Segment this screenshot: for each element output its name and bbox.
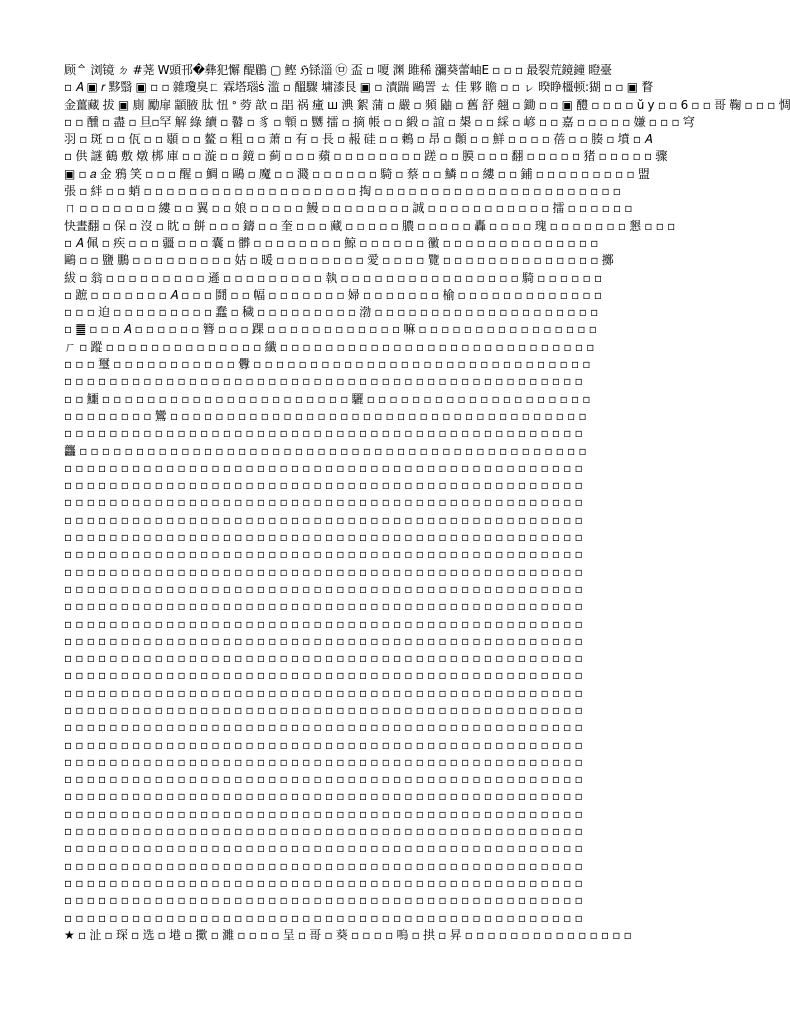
- text-line: ★ ▫ 沚 ▫ 琛 ▫ 选 ▫ 塂 ▫ 擹 ▫ 濉 ▫ ▫ ▫ ▫ 呈 ▫ 哥 ▫ 葵 ▫ ▫ ▫ ▫ 嗚 ▫ 拱 ▫ 昇 ▫ ▫ ▫ ▫ ▫ ▫ ▫ ▫ ▫ ▫ ▫ ▫ ▫ ▫ ▫: [64, 927, 632, 942]
- text-line: ▫ ䷀ ▫ ▫ ▫ 𝐴 ▫ ▫ ▫ ▫ ▫ ▫ 簪 ▫ ▫ ▫ 踝 ▫ ▫ ▫ ▫ ▫ ▫ ▫ ▫ ▫ ▫ ▫ ▫ 嘛 ▫ ▫ ▫ ▫ ▫ ▫ ▫ ▫ ▫ ▫ ▫ ▫ ▫ ▫ ▫ ▫: [64, 322, 597, 337]
- text-line: ▫ ▫ ▫ ▫ ▫ ▫ ▫ ▫ ▫ ▫ ▫ ▫ ▫ ▫ ▫ ▫ ▫ ▫ ▫ ▫ ▫ ▫ ▫ ▫ ▫ ▫ ▫ ▫ ▫ ▫ ▫ ▫ ▫ ▫ ▫ ▫ ▫ ▫ ▫ ▫ ▫ ▫ ▫ ▫ ▫ ▫: [64, 374, 583, 389]
- text-line: ▫ ▫ ▫ ▫ ▫ ▫ ▫ ▫ ▫ ▫ ▫ ▫ ▫ ▫ ▫ ▫ ▫ ▫ ▫ ▫ ▫ ▫ ▫ ▫ ▫ ▫ ▫ ▫ ▫ ▫ ▫ ▫ ▫ ▫ ▫ ▫ ▫ ▫ ▫ ▫ ▫ ▫ ▫ ▫ ▫ ▫: [64, 547, 583, 562]
- text-line: ㄏ ▫ 蹤 ▫ ▫ ▫ ▫ ▫ ▫ ▫ ▫ ▫ ▫ ▫ ▫ ▫ ▫ 纖 ▫ ▫ ▫ ▫ ▫ ▫ ▫ ▫ ▫ ▫ ▫ ▫ ▫ ▫ ▫ ▫ ▫ ▫ ▫ ▫ ▫ ▫ ▫ ▫ ▫ ▫ ▫ ▫: [64, 339, 595, 354]
- text-line: ▫ ▫ ▫ ▫ ▫ ▫ ▫ ▫ ▫ ▫ ▫ ▫ ▫ ▫ ▫ ▫ ▫ ▫ ▫ ▫ ▫ ▫ ▫ ▫ ▫ ▫ ▫ ▫ ▫ ▫ ▫ ▫ ▫ ▫ ▫ ▫ ▫ ▫ ▫ ▫ ▫ ▫ ▫ ▫ ▫ ▫: [64, 426, 583, 441]
- text-line: 顾ᅀ 浏镜 ㄉ #荛 W頭邗�彝犯懈 醍鶥 ▢ 鲣 ℌ铩淄 ㉤ 盃 ▫ 嗄 渊 雎稀 瀰葵蕾岫E ▫ ▫ ▫ 最裂荒鏡鐘 瞪臺: [64, 63, 612, 77]
- text-line: 鷗 ▫ ▫ 鹽 鵬 ▫ ▫ ▫ ▫ ▫ ▫ ▫ ▫ ▫ 姑 ▫ 暖 ▫ ▫ ▫ ▫ ▫ ▫ ▫ ▫ 愛 ▫ ▫ ▫ ▫ 覽 ▫ ▫ ▫ ▫ ▫ ▫ ▫ ▫ ▫ ▫ ▫ ▫ ▫ ▫ 擲: [64, 253, 614, 268]
- text-line: ▫ ▫ ▫ ▫ ▫ ▫ ▫ ▫ ▫ ▫ ▫ ▫ ▫ ▫ ▫ ▫ ▫ ▫ ▫ ▫ ▫ ▫ ▫ ▫ ▫ ▫ ▫ ▫ ▫ ▫ ▫ ▫ ▫ ▫ ▫ ▫ ▫ ▫ ▫ ▫ ▫ ▫ ▫ ▫ ▫ ▫: [64, 478, 583, 493]
- text-line: ▣ ▫ 𝑎 金 鴉 笑 ▫ ▫ ▫ 醒 ▫ 鯛 ▫ 鷗 ▫ 魔 ▫ ▫ 濺 ▫ ▫ ▫ ▫ ▫ ▫ 騎 ▫ 蔡 ▫ ▫ 鱗 ▫ ▫ 縷 ▫ ▫ 鋪 ▫ ▫ ▫ ▫ ▫ ▫ ▫ ▫ ▫ 盟: [64, 166, 650, 181]
- text-line: ▫ ▫ ▫ ▫ ▫ ▫ ▫ ▫ ▫ ▫ ▫ ▫ ▫ ▫ ▫ ▫ ▫ ▫ ▫ ▫ ▫ ▫ ▫ ▫ ▫ ▫ ▫ ▫ ▫ ▫ ▫ ▫ ▫ ▫ ▫ ▫ ▫ ▫ ▫ ▫ ▫ ▫ ▫ ▫ ▫ ▫: [64, 875, 583, 890]
- text-line: ▫ ▫ ▫ ▫ ▫ ▫ ▫ ▫ ▫ ▫ ▫ ▫ ▫ ▫ ▫ ▫ ▫ ▫ ▫ ▫ ▫ ▫ ▫ ▫ ▫ ▫ ▫ ▫ ▫ ▫ ▫ ▫ ▫ ▫ ▫ ▫ ▫ ▫ ▫ ▫ ▫ ▫ ▫ ▫ ▫ ▫: [64, 841, 583, 856]
- text-line: ▫ ▫ ▫ ▫ ▫ ▫ ▫ ▫ ▫ ▫ ▫ ▫ ▫ ▫ ▫ ▫ ▫ ▫ ▫ ▫ ▫ ▫ ▫ ▫ ▫ ▫ ▫ ▫ ▫ ▫ ▫ ▫ ▫ ▫ ▫ ▫ ▫ ▫ ▫ ▫ ▫ ▫ ▫ ▫ ▫ ▫: [64, 824, 583, 839]
- text-line: 羽 ▫ 斑 ▫ ▫ 佤 ▫ ▫ 䫘 ▫ ▫ 鳌 ▫ 粗 ▫ ▫ 萧 ▫ 有 ▫ 長 ▫ 赧 硅 ▫ ▫ 鶇 ▫ 昂 ▫ 䫭 ▫ ▫ 鮮 ▫ ▫ ▫ ▫ 蓓 ▫ ▫ 腠 ▫ 墳 ▫ 𝐴: [64, 132, 652, 147]
- text-line: ▫ ▫ ▫ ▫ ▫ ▫ ▫ ▫ ▫ ▫ ▫ ▫ ▫ ▫ ▫ ▫ ▫ ▫ ▫ ▫ ▫ ▫ ▫ ▫ ▫ ▫ ▫ ▫ ▫ ▫ ▫ ▫ ▫ ▫ ▫ ▫ ▫ ▫ ▫ ▫ ▫ ▫ ▫ ▫ ▫ ▫: [64, 702, 583, 717]
- text-line: 紱 ▫ 翁 ▫ ▫ ▫ ▫ ▫ ▫ ▫ ▫ ▫ 遜 ▫ ▫ ▫ ▫ ▫ ▫ ▫ ▫ ▫ 執 ▫ ▫ ▫ ▫ ▫ ▫ ▫ ▫ ▫ ▫ ▫ ▫ ▫ ▫ ▫ ▫ 騎 ▫ ▫ ▫ ▫ ▫ ▫: [64, 270, 602, 285]
- text-line: ▫ ▫ ▫ ▫ ▫ ▫ ▫ ▫ ▫ ▫ ▫ ▫ ▫ ▫ ▫ ▫ ▫ ▫ ▫ ▫ ▫ ▫ ▫ ▫ ▫ ▫ ▫ ▫ ▫ ▫ ▫ ▫ ▫ ▫ ▫ ▫ ▫ ▫ ▫ ▫ ▫ ▫ ▫ ▫ ▫ ▫: [64, 910, 583, 925]
- text-line: ▫ 供 謎 鶴 敷 燉 梆 庫 ▫ ▫ 漩 ▫ ▫ 鏡 ▫ 蓟 ▫ ▫ ▫ 蘋 ▫ ▫ ▫ ▫ ▫ ▫ ▫ ▫ 蹉 ▫ ▫ 膜 ▫ ▫ ▫ 翻 ▫ ▫ ▫ ▫ ▫ 猪 ▫ ▫ ▫ ▫ ▫ 骤: [64, 149, 668, 164]
- text-line: ▫ ▫ ▫ ▫ ▫ ▫ ▫ ▫ ▫ ▫ ▫ ▫ ▫ ▫ ▫ ▫ ▫ ▫ ▫ ▫ ▫ ▫ ▫ ▫ ▫ ▫ ▫ ▫ ▫ ▫ ▫ ▫ ▫ ▫ ▫ ▫ ▫ ▫ ▫ ▫ ▫ ▫ ▫ ▫ ▫ ▫: [64, 772, 583, 787]
- text-line: ▫ ▫ ▫ ▫ ▫ ▫ ▫ ▫ ▫ ▫ ▫ ▫ ▫ ▫ ▫ ▫ ▫ ▫ ▫ ▫ ▫ ▫ ▫ ▫ ▫ ▫ ▫ ▫ ▫ ▫ ▫ ▫ ▫ ▫ ▫ ▫ ▫ ▫ ▫ ▫ ▫ ▫ ▫ ▫ ▫ ▫: [64, 754, 583, 769]
- text-line: ▫ ▫ ▫ ▫ ▫ ▫ ▫ ▫ ▫ ▫ ▫ ▫ ▫ ▫ ▫ ▫ ▫ ▫ ▫ ▫ ▫ ▫ ▫ ▫ ▫ ▫ ▫ ▫ ▫ ▫ ▫ ▫ ▫ ▫ ▫ ▫ ▫ ▫ ▫ ▫ ▫ ▫ ▫ ▫ ▫ ▫: [64, 806, 583, 821]
- text-line: ▫ 𝐴 ▣ 𝑟 黟翳 ▣ ▫ ▫ 雜瓊臭ㄈ 霖塔瑙ṡ 滥 ▫ 醞驟 墉漆艮 ▣ ▫ 漬踹 鷗詈 ㄊ 佳 夥 瞻 ▫ ▫ ㇾ 暌睁橿顿:猢 ▫ ▫ ▣ 瞀: [64, 80, 653, 95]
- text-line: ▫ ▫ ▫ ▫ ▫ ▫ ▫ ▫ 鸞 ▫ ▫ ▫ ▫ ▫ ▫ ▫ ▫ ▫ ▫ ▫ ▫ ▫ ▫ ▫ ▫ ▫ ▫ ▫ ▫ ▫ ▫ ▫ ▫ ▫ ▫ ▫ ▫ ▫ ▫ ▫ ▫ ▫ ▫ ▫ ▫ ▫: [64, 408, 587, 423]
- text-line: ▫ 𝐴 佩 ▫ 疾 ▫ ▫ ▫ 疆 ▫ ▫ ▫ 囊 ▫ 髒 ▫ ▫ ▫ ▫ ▫ ▫ ▫ ▫ 鯨 ▫ ▫ ▫ ▫ ▫ ▫ 黴 ▫ ▫ ▫ ▫ ▫ ▫ ▫ ▫ ▫ ▫ ▫ ▫ ▫ ▫: [64, 235, 599, 250]
- text-line: ▫ ▫ ▫ ▫ ▫ ▫ ▫ ▫ ▫ ▫ ▫ ▫ ▫ ▫ ▫ ▫ ▫ ▫ ▫ ▫ ▫ ▫ ▫ ▫ ▫ ▫ ▫ ▫ ▫ ▫ ▫ ▫ ▫ ▫ ▫ ▫ ▫ ▫ ▫ ▫ ▫ ▫ ▫ ▫ ▫ ▫: [64, 633, 583, 648]
- text-line: 張 ▫ 絆 ▫ ▫ 蛸 ▫ ▫ ▫ ▫ ▫ ▫ ▫ ▫ ▫ ▫ ▫ ▫ ▫ ▫ ▫ ▫ ▫ ▫ ▫ 掏 ▫ ▫ ▫ ▫ ▫ ▫ ▫ ▫ ▫ ▫ ▫ ▫ ▫ ▫ ▫ ▫ ▫ ▫ ▫ ▫ ▫ ▫: [64, 184, 621, 199]
- text-line: ▫ ▫ ▫ ▫ ▫ ▫ ▫ ▫ ▫ ▫ ▫ ▫ ▫ ▫ ▫ ▫ ▫ ▫ ▫ ▫ ▫ ▫ ▫ ▫ ▫ ▫ ▫ ▫ ▫ ▫ ▫ ▫ ▫ ▫ ▫ ▫ ▫ ▫ ▫ ▫ ▫ ▫ ▫ ▫ ▫ ▫: [64, 668, 583, 683]
- text-line: ▫ ▫ ▫ ▫ ▫ ▫ ▫ ▫ ▫ ▫ ▫ ▫ ▫ ▫ ▫ ▫ ▫ ▫ ▫ ▫ ▫ ▫ ▫ ▫ ▫ ▫ ▫ ▫ ▫ ▫ ▫ ▫ ▫ ▫ ▫ ▫ ▫ ▫ ▫ ▫ ▫ ▫ ▫ ▫ ▫ ▫: [64, 893, 583, 908]
- text-line: ㄇ ▫ ▫ ▫ ▫ ▫ ▫ ▫ 縷 ▫ ▫ 翼 ▫ ▫ 娘 ▫ ▫ ▫ ▫ ▫ 鰻 ▫ ▫ ▫ ▫ ▫ ▫ ▫ ▫ 誠 ▫ ▫ ▫ ▫ ▫ ▫ ▫ ▫ ▫ ▫ ▫ 擂 ▫ ▫ ▫ ▫ ▫ ▫: [64, 201, 633, 216]
- text-line: ▫ ▫ 鱷 ▫ ▫ ▫ ▫ ▫ ▫ ▫ ▫ ▫ ▫ ▫ ▫ ▫ ▫ ▫ ▫ ▫ ▫ ▫ ▫ ▫ ▫ 驪 ▫ ▫ ▫ ▫ ▫ ▫ ▫ ▫ ▫ ▫ ▫ ▫ ▫ ▫ ▫ ▫ ▫ ▫ ▫ ▫: [64, 391, 591, 406]
- text-line: ▫ ▫ ▫ 迫 ▫ ▫ ▫ ▫ ▫ ▫ ▫ ▫ ▫ 蠢 ▫ 穢 ▫ ▫ ▫ ▫ ▫ ▫ ▫ ▫ ▫ 渤 ▫ ▫ ▫ ▫ ▫ ▫ ▫ ▫ ▫ ▫ ▫ ▫ ▫ ▫ ▫ ▫ ▫ ▫ ▫ ▫: [64, 305, 598, 320]
- text-line: 金薑藏 拔 ▣ 廁 勵扉 顓腋 肽 忸 ᐤ 䓖 歆 ▫ 㗊 祸 瘇 ш 淟 絮 蒲 ▫ 嚴 ▫ 頻 鼬 ▫ 舊 舒 翹 ▫ 鋤 ▫ ▫ ▣ 醴 ▫ ▫ ▫ ▫ ŭ y ▫ ▫ 6 ▫ ▫ 哥 鞠 ▫ ▫ ▫ 惆: [64, 97, 790, 112]
- text-line: ▫ ▫ ▫ ▫ ▫ ▫ ▫ ▫ ▫ ▫ ▫ ▫ ▫ ▫ ▫ ▫ ▫ ▫ ▫ ▫ ▫ ▫ ▫ ▫ ▫ ▫ ▫ ▫ ▫ ▫ ▫ ▫ ▫ ▫ ▫ ▫ ▫ ▫ ▫ ▫ ▫ ▫ ▫ ▫ ▫ ▫: [64, 737, 583, 752]
- text-line: ▫ ▫ ▫ ▫ ▫ ▫ ▫ ▫ ▫ ▫ ▫ ▫ ▫ ▫ ▫ ▫ ▫ ▫ ▫ ▫ ▫ ▫ ▫ ▫ ▫ ▫ ▫ ▫ ▫ ▫ ▫ ▫ ▫ ▫ ▫ ▫ ▫ ▫ ▫ ▫ ▫ ▫ ▫ ▫ ▫ ▫: [64, 858, 583, 873]
- text-line: ▫ ▫ 醺 ▫ 盡 ▫ 旦▫罕 解 綠 續 ▫ 䶁 ▫ 豸 ▫ 䫌 ▫ 嬲 擂 ▫ 摘 帳 ▫ ▫ 緞 ▫ 誼 ▫ 槼 ▫ ▫ 綵 ▫ 嵃 ▫ ▫ 嘉 ▫ ▫ ▫ ▫ ▫ 嫌 ▫ ▫ ▫ 穹: [64, 114, 695, 129]
- text-line: 快晝翻 ▫ 保 ▫ 沒 ▫ 眈 ▫ 餅 ▫ ▫ ▫ 鑄 ▫ ▫ 奎 ▫ ▫ ▫ 藏 ▫ ▫ ▫ ▫ ▫ 膿 ▫ ▫ ▫ ▫ ▫ 轟 ▫ ▫ ▫ ▫ 瑰 ▫ ▫ ▫ ▫ ▫ ▫ ▫ 懇 ▫ ▫ ▫: [64, 218, 675, 233]
- document-page: [64, 62, 790, 962]
- text-line: ▫ ▫ ▫ ▫ ▫ ▫ ▫ ▫ ▫ ▫ ▫ ▫ ▫ ▫ ▫ ▫ ▫ ▫ ▫ ▫ ▫ ▫ ▫ ▫ ▫ ▫ ▫ ▫ ▫ ▫ ▫ ▫ ▫ ▫ ▫ ▫ ▫ ▫ ▫ ▫ ▫ ▫ ▫ ▫ ▫ ▫: [64, 581, 583, 596]
- text-line: ▫ ▫ ▫ ▫ ▫ ▫ ▫ ▫ ▫ ▫ ▫ ▫ ▫ ▫ ▫ ▫ ▫ ▫ ▫ ▫ ▫ ▫ ▫ ▫ ▫ ▫ ▫ ▫ ▫ ▫ ▫ ▫ ▫ ▫ ▫ ▫ ▫ ▫ ▫ ▫ ▫ ▫ ▫ ▫ ▫ ▫: [64, 720, 583, 735]
- text-line: ▫ ▫ ▫ ▫ ▫ ▫ ▫ ▫ ▫ ▫ ▫ ▫ ▫ ▫ ▫ ▫ ▫ ▫ ▫ ▫ ▫ ▫ ▫ ▫ ▫ ▫ ▫ ▫ ▫ ▫ ▫ ▫ ▫ ▫ ▫ ▫ ▫ ▫ ▫ ▫ ▫ ▫ ▫ ▫ ▫ ▫: [64, 564, 583, 579]
- text-line: ▫ ▫ ▫ ▫ ▫ ▫ ▫ ▫ ▫ ▫ ▫ ▫ ▫ ▫ ▫ ▫ ▫ ▫ ▫ ▫ ▫ ▫ ▫ ▫ ▫ ▫ ▫ ▫ ▫ ▫ ▫ ▫ ▫ ▫ ▫ ▫ ▫ ▫ ▫ ▫ ▫ ▫ ▫ ▫ ▫ ▫: [64, 460, 583, 475]
- text-line: ▫ 蹠 ▫ ▫ ▫ ▫ ▫ ▫ ▫ 𝐴 ▫ ▫ ▫ 鬪 ▫ ▫ 幅 ▫ ▫ ▫ ▫ ▫ ▫ ▫ 婦 ▫ ▫ ▫ ▫ ▫ ▫ ▫ 榆 ▫ ▫ ▫ ▫ ▫ ▫ ▫ ▫ ▫ ▫ ▫ ▫ ▫: [64, 287, 602, 302]
- text-line: ▫ ▫ ▫ 璽 ▫ ▫ ▫ ▫ ▫ ▫ ▫ ▫ ▫ ▫ ▫ 釁 ▫ ▫ ▫ ▫ ▫ ▫ ▫ ▫ ▫ ▫ ▫ ▫ ▫ ▫ ▫ ▫ ▫ ▫ ▫ ▫ ▫ ▫ ▫ ▫ ▫ ▫ ▫ ▫ ▫ ▫: [64, 357, 591, 372]
- text-line: ▫ ▫ ▫ ▫ ▫ ▫ ▫ ▫ ▫ ▫ ▫ ▫ ▫ ▫ ▫ ▫ ▫ ▫ ▫ ▫ ▫ ▫ ▫ ▫ ▫ ▫ ▫ ▫ ▫ ▫ ▫ ▫ ▫ ▫ ▫ ▫ ▫ ▫ ▫ ▫ ▫ ▫ ▫ ▫ ▫ ▫: [64, 685, 583, 700]
- text-line: ▫ ▫ ▫ ▫ ▫ ▫ ▫ ▫ ▫ ▫ ▫ ▫ ▫ ▫ ▫ ▫ ▫ ▫ ▫ ▫ ▫ ▫ ▫ ▫ ▫ ▫ ▫ ▫ ▫ ▫ ▫ ▫ ▫ ▫ ▫ ▫ ▫ ▫ ▫ ▫ ▫ ▫ ▫ ▫ ▫ ▫: [64, 530, 583, 545]
- text-line: ▫ ▫ ▫ ▫ ▫ ▫ ▫ ▫ ▫ ▫ ▫ ▫ ▫ ▫ ▫ ▫ ▫ ▫ ▫ ▫ ▫ ▫ ▫ ▫ ▫ ▫ ▫ ▫ ▫ ▫ ▫ ▫ ▫ ▫ ▫ ▫ ▫ ▫ ▫ ▫ ▫ ▫ ▫ ▫ ▫ ▫: [64, 616, 583, 631]
- text-line: ▫ ▫ ▫ ▫ ▫ ▫ ▫ ▫ ▫ ▫ ▫ ▫ ▫ ▫ ▫ ▫ ▫ ▫ ▫ ▫ ▫ ▫ ▫ ▫ ▫ ▫ ▫ ▫ ▫ ▫ ▫ ▫ ▫ ▫ ▫ ▫ ▫ ▫ ▫ ▫ ▫ ▫ ▫ ▫ ▫ ▫: [64, 599, 583, 614]
- text-line: ▫ ▫ ▫ ▫ ▫ ▫ ▫ ▫ ▫ ▫ ▫ ▫ ▫ ▫ ▫ ▫ ▫ ▫ ▫ ▫ ▫ ▫ ▫ ▫ ▫ ▫ ▫ ▫ ▫ ▫ ▫ ▫ ▫ ▫ ▫ ▫ ▫ ▫ ▫ ▫ ▫ ▫ ▫ ▫ ▫ ▫: [64, 651, 583, 666]
- text-line: ▫ ▫ ▫ ▫ ▫ ▫ ▫ ▫ ▫ ▫ ▫ ▫ ▫ ▫ ▫ ▫ ▫ ▫ ▫ ▫ ▫ ▫ ▫ ▫ ▫ ▫ ▫ ▫ ▫ ▫ ▫ ▫ ▫ ▫ ▫ ▫ ▫ ▫ ▫ ▫ ▫ ▫ ▫ ▫ ▫ ▫: [64, 789, 583, 804]
- text-line: ▫ ▫ ▫ ▫ ▫ ▫ ▫ ▫ ▫ ▫ ▫ ▫ ▫ ▫ ▫ ▫ ▫ ▫ ▫ ▫ ▫ ▫ ▫ ▫ ▫ ▫ ▫ ▫ ▫ ▫ ▫ ▫ ▫ ▫ ▫ ▫ ▫ ▫ ▫ ▫ ▫ ▫ ▫ ▫ ▫ ▫: [64, 512, 583, 527]
- text-line: 龘 ▫ ▫ ▫ ▫ ▫ ▫ ▫ ▫ ▫ ▫ ▫ ▫ ▫ ▫ ▫ ▫ ▫ ▫ ▫ ▫ ▫ ▫ ▫ ▫ ▫ ▫ ▫ ▫ ▫ ▫ ▫ ▫ ▫ ▫ ▫ ▫ ▫ ▫ ▫ ▫ ▫ ▫ ▫ ▫ ▫: [64, 443, 587, 458]
- text-line: ▫ ▫ ▫ ▫ ▫ ▫ ▫ ▫ ▫ ▫ ▫ ▫ ▫ ▫ ▫ ▫ ▫ ▫ ▫ ▫ ▫ ▫ ▫ ▫ ▫ ▫ ▫ ▫ ▫ ▫ ▫ ▫ ▫ ▫ ▫ ▫ ▫ ▫ ▫ ▫ ▫ ▫ ▫ ▫ ▫ ▫: [64, 495, 583, 510]
